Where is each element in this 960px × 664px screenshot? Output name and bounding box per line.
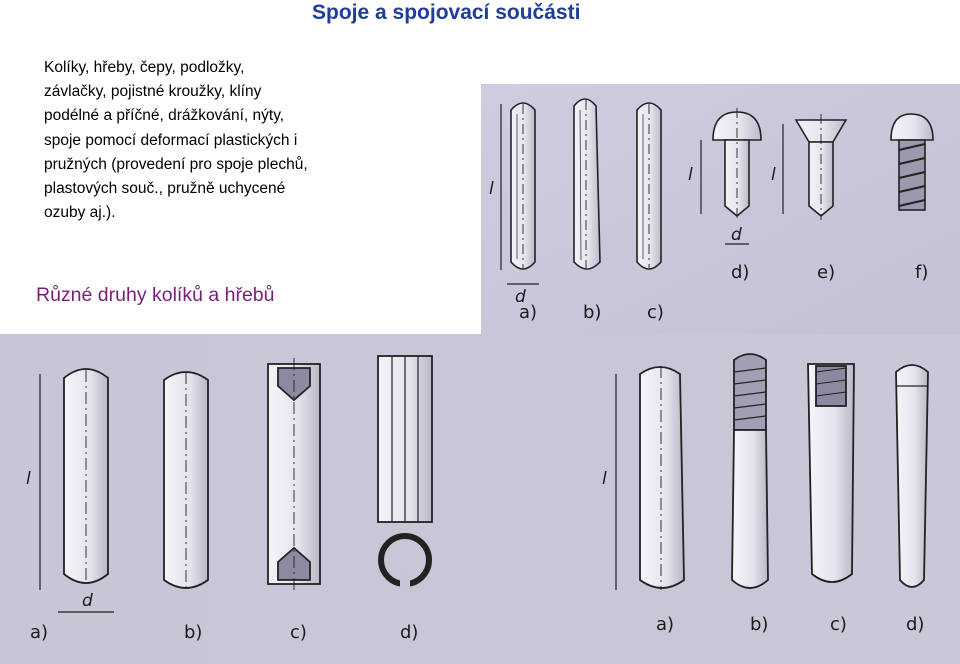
label-a: a) (519, 302, 538, 323)
figure-caption: Různé druhy kolíků a hřebů (36, 284, 275, 306)
label-b: b) (583, 302, 602, 323)
label-left-b: b) (184, 622, 203, 643)
intro-line: spoje pomocí deformací plastických i (44, 131, 298, 149)
dim-length-top-e: l (771, 165, 776, 185)
intro-line: Kolíky, hřeby, čepy, podložky, (44, 59, 245, 76)
page-title: Spoje a spojovací součásti (312, 1, 581, 24)
label-c: c) (647, 302, 664, 323)
dim-diameter-top-d: d (731, 225, 742, 245)
intro-line: podélné a příčné, drážkování, nýty, (44, 107, 285, 125)
label-e: e) (817, 262, 836, 283)
dim-diameter-top: d (515, 287, 526, 307)
pin-types-figure (0, 334, 960, 664)
intro-line: ozuby aj.). (44, 204, 116, 222)
pin-right-a (640, 367, 684, 588)
label-f: f) (915, 262, 929, 283)
label-right-c: c) (830, 614, 847, 635)
label-left-d: d) (400, 622, 419, 643)
dim-length-bottom-right: l (602, 469, 607, 489)
intro-line: pružných (provedení pro spoje plechů, (44, 155, 308, 173)
label-left-c: c) (290, 622, 307, 643)
label-right-a: a) (656, 614, 675, 635)
dim-length-top-d: l (688, 165, 693, 185)
dim-length-bottom: l (26, 469, 31, 489)
dim-length-top: l (489, 179, 494, 199)
label-d: d) (731, 262, 750, 283)
label-right-d: d) (906, 614, 925, 635)
pin-b-shape (574, 99, 600, 269)
intro-text (44, 56, 384, 225)
pins-nails-figure (481, 84, 960, 334)
label-right-b: b) (750, 614, 769, 635)
intro-line: plastových souč., pružně uchycené (44, 180, 286, 198)
label-left-a: a) (30, 622, 49, 643)
pin-right-d (896, 365, 928, 587)
intro-line: závlačky, pojistné kroužky, klíny (44, 83, 262, 101)
dim-diameter-bottom: d (82, 591, 93, 611)
